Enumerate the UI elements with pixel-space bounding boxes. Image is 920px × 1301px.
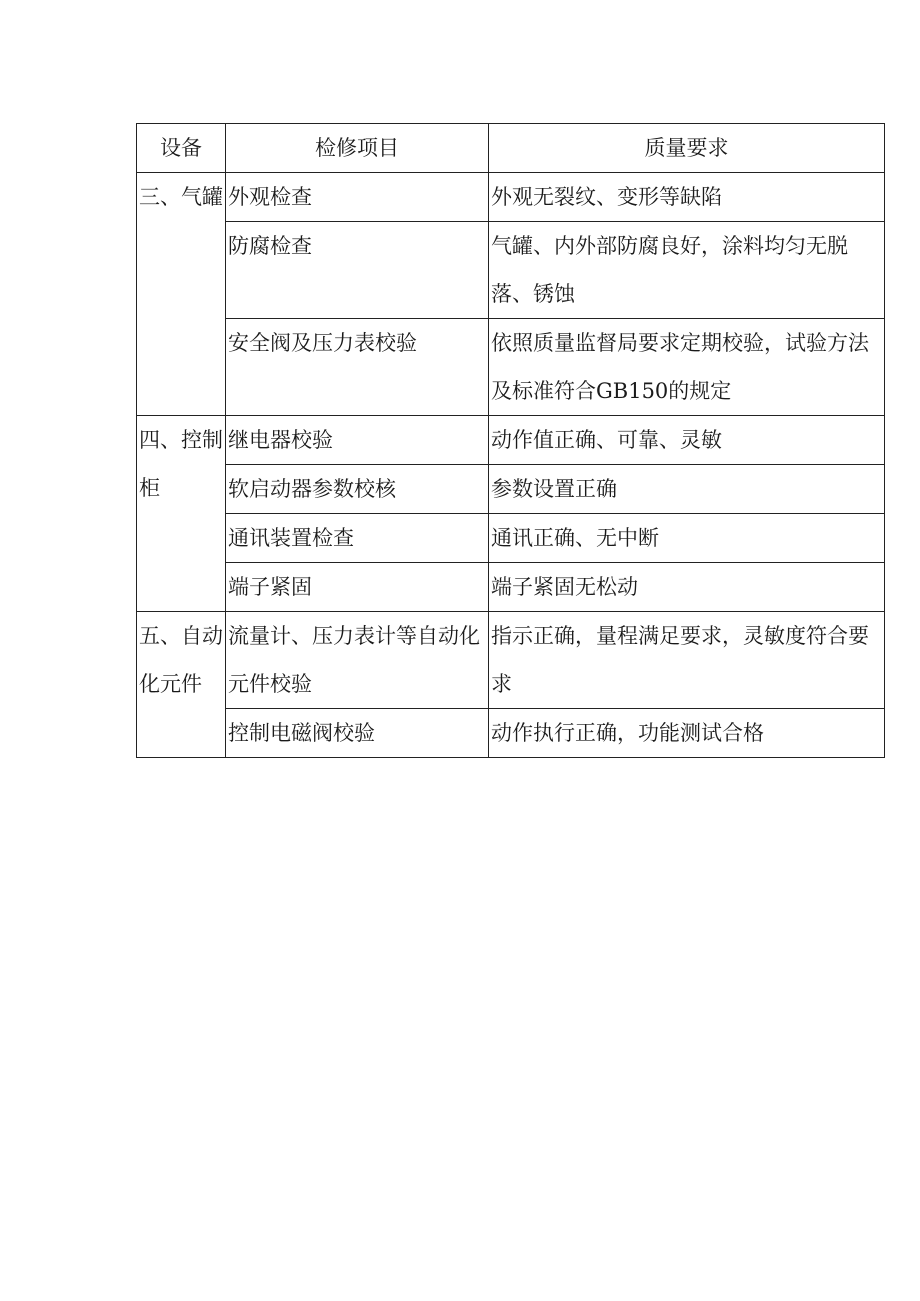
equipment-cell: 五、自动化元件 (137, 612, 226, 758)
header-requirement: 质量要求 (489, 124, 885, 173)
requirement-cell: 端子紧固无松动 (489, 563, 885, 612)
header-equipment: 设备 (137, 124, 226, 173)
requirement-cell: 气罐、内外部防腐良好，涂料均匀无脱落、锈蚀 (489, 222, 885, 319)
table-row (137, 465, 885, 514)
item-cell: 防腐检查 (226, 222, 489, 319)
table-row (137, 563, 885, 612)
equipment-cell: 三、气罐 (137, 173, 226, 416)
requirement-cell: 外观无裂纹、变形等缺陷 (489, 173, 885, 222)
requirement-cell: 通讯正确、无中断 (489, 514, 885, 563)
requirement-cell: 动作执行正确，功能测试合格 (489, 709, 885, 758)
table-row (137, 416, 885, 465)
table-row (137, 612, 885, 709)
item-cell: 继电器校验 (226, 416, 489, 465)
requirement-cell: 依照质量监督局要求定期校验，试验方法及标准符合GB150的规定 (489, 319, 885, 416)
requirement-cell: 动作值正确、可靠、灵敏 (489, 416, 885, 465)
header-item: 检修项目 (226, 124, 489, 173)
item-cell: 通讯装置检查 (226, 514, 489, 563)
table-row (137, 514, 885, 563)
table-row (137, 173, 885, 222)
item-cell: 软启动器参数校核 (226, 465, 489, 514)
table-row (137, 709, 885, 758)
item-cell: 控制电磁阀校验 (226, 709, 489, 758)
table-row (137, 222, 885, 319)
requirement-cell: 参数设置正确 (489, 465, 885, 514)
item-cell: 端子紧固 (226, 563, 489, 612)
equipment-cell: 四、控制柜 (137, 416, 226, 612)
maintenance-table (136, 123, 885, 758)
item-cell: 安全阀及压力表校验 (226, 319, 489, 416)
item-cell: 外观检查 (226, 173, 489, 222)
table-row (137, 319, 885, 416)
requirement-cell: 指示正确，量程满足要求，灵敏度符合要求 (489, 612, 885, 709)
item-cell: 流量计、压力表计等自动化元件校验 (226, 612, 489, 709)
table-header-row (137, 124, 885, 173)
